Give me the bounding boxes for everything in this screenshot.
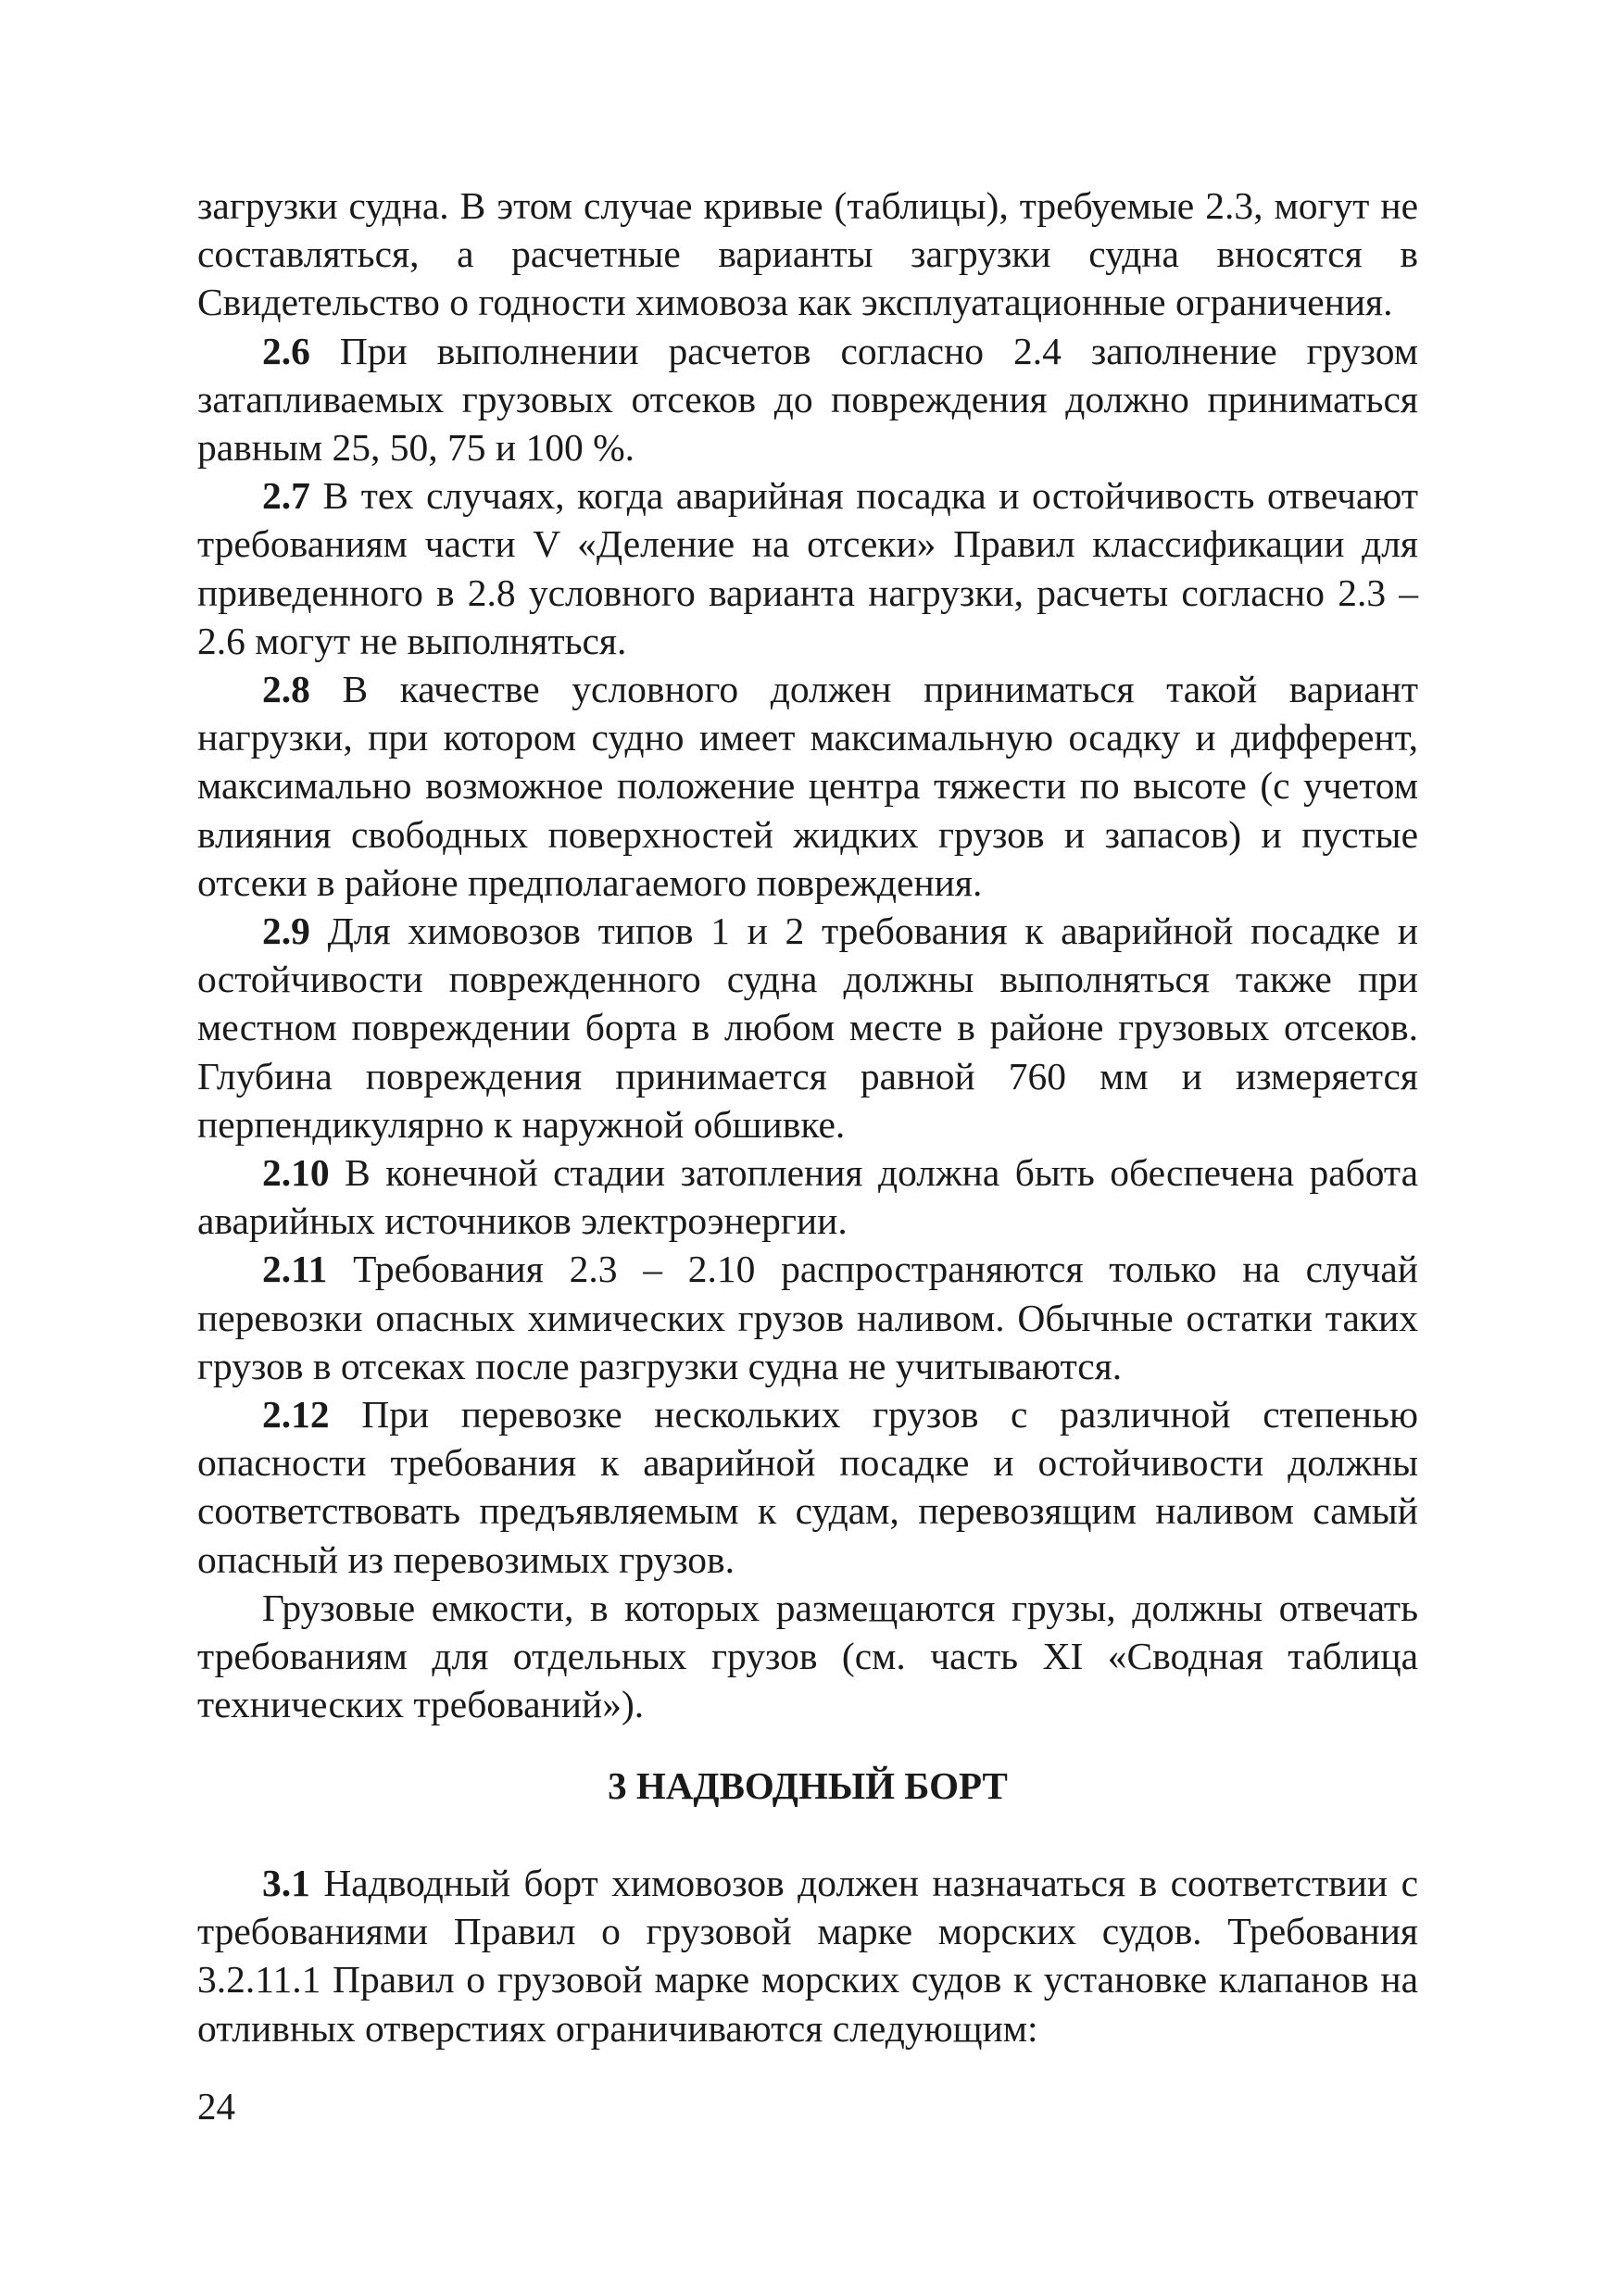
paragraph-text: загрузки судна. В этом случае кривые (таблицы), требуемые 2.3, могут не составляться, а расчетные варианты загрузки судна вносятся в Свидетельство о годности химовоза как эксплуатационные ограничения. xyxy=(197,184,1418,324)
paragraph-text: Требования 2.3 – 2.10 распространяются только на случай перевозки опасных химических грузов наливом. Обычные остатки таких грузов в отсеках после разгрузки судна не учитываются. xyxy=(197,1248,1418,1387)
clause-number: 3.1 xyxy=(262,1862,310,1904)
paragraph-text: В конечной стадии затопления должна быть обеспечена работа аварийных источников электроэнергии. xyxy=(197,1151,1418,1243)
paragraph-2-7 xyxy=(197,471,1418,665)
paragraph-2-11 xyxy=(197,1245,1418,1390)
clause-number: 2.11 xyxy=(262,1248,328,1291)
section-heading: 3 НАДВОДНЫЙ БОРТ xyxy=(608,1764,1008,1807)
clause-number: 2.9 xyxy=(262,910,310,953)
paragraph-2-12 xyxy=(197,1390,1418,1584)
paragraph-text: Грузовые емкости, в которых размещаются грузы, должны отвечать требованиям для отдельных грузов (см. часть XI «Сводная таблица технических требований»). xyxy=(197,1586,1418,1726)
clause-number: 2.8 xyxy=(262,668,310,711)
clause-number: 2.6 xyxy=(262,329,310,372)
paragraph-text: В качестве условного должен приниматься такой вариант нагрузки, при котором судно имеет максимальную осадку и дифферент, максимально возможное положение центра тяжести по высоте (с учетом влияния свободных поверхностей жидких грузов и запасов) и пустые отсеки в районе предполагаемого повреждения. xyxy=(197,668,1418,904)
paragraph-text: При выполнении расчетов согласно 2.4 заполнение грузом затапливаемых грузовых отсеков до повреждения должно приниматься равным 25, 50, 75 и 100 %. xyxy=(197,329,1418,470)
section-body xyxy=(197,1859,1418,2052)
paragraph-cargo-tanks xyxy=(197,1584,1418,1729)
paragraph-text: В тех случаях, когда аварийная посадка и остойчивость отвечают требованиям части V «Деление на отсеки» Правил классификации для приведенного в 2.8 условного варианта нагрузки, расчеты согласно 2.3 – 2.6 могут не выполняться. xyxy=(197,474,1418,662)
paragraph-text: Для химовозов типов 1 и 2 требования к аварийной посадке и остойчивости поврежденного судна должны выполняться также при местном повреждении борта в любом месте в районе грузовых отсеков. Глубина повреждения принимается равной 760 мм и измеряется перпендикулярно к наружной обшивке. xyxy=(197,910,1418,1146)
clause-number: 2.7 xyxy=(262,474,310,518)
paragraph-text: При перевозке нескольких грузов с различной степенью опасности требования к аварийной посадке и остойчивости должны соответствовать предъявляемым к судам, перевозящим наливом самый опасный из перевозимых грузов. xyxy=(197,1393,1418,1581)
paragraph-2-8 xyxy=(197,665,1418,907)
paragraph-continuation xyxy=(197,182,1418,327)
clause-number: 2.12 xyxy=(262,1393,330,1437)
paragraph-text: Надводный борт химовозов должен назначаться в соответствии с требованиями Правил о грузовой марке морских судов. Требования 3.2.11.1 Правил о грузовой марке морских судов к установке клапанов на отливных отверстиях ограничиваются следующим: xyxy=(197,1862,1418,2050)
paragraph-2-10 xyxy=(197,1148,1418,1245)
paragraph-2-6 xyxy=(197,327,1418,472)
paragraph-2-9 xyxy=(197,907,1418,1148)
clause-number: 2.10 xyxy=(262,1151,330,1195)
body-text xyxy=(197,182,1418,1729)
paragraph-3-1 xyxy=(197,1859,1418,2052)
page-number: 24 xyxy=(197,2085,235,2127)
